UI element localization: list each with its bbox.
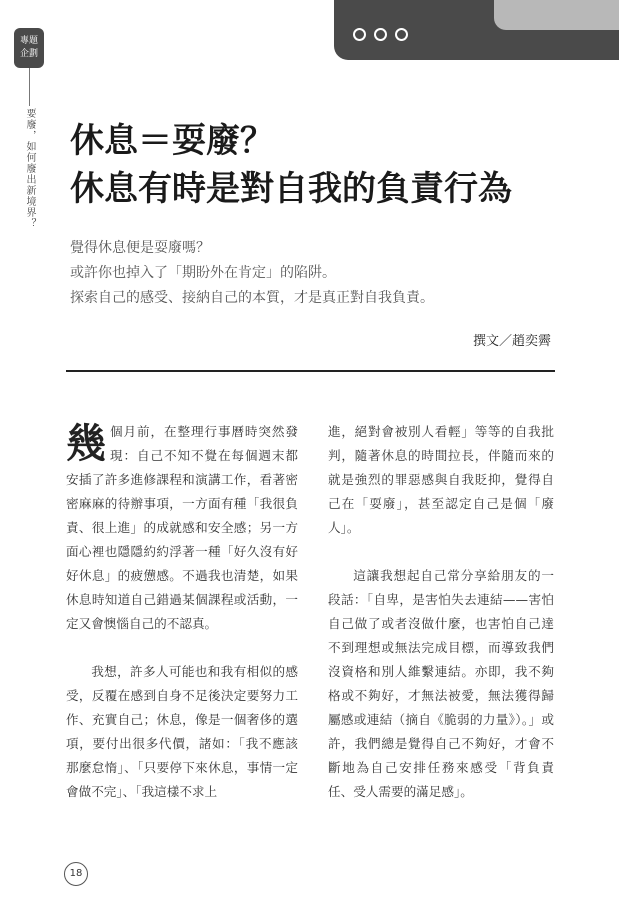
paragraph: 這讓我想起自己常分享給朋友的一段話：「自卑，是害怕失去連結——害怕自己做了或者沒做什麼，也害怕自己達不到理想或無法完成目標，而導致我們沒資格和別人維繫連結。亦即，我不夠格或不夠好，才無法被愛，無法獲得歸屬感或連結（摘自《脆弱的力量》）。」或許，我們總是覺得自己不夠好，才會不斷地為自己安排任務來感受「背負責任、受人需要的滿足感」。 xyxy=(328,568,554,799)
headline-line1: 休息＝耍廢？ xyxy=(70,121,274,161)
side-divider xyxy=(29,68,30,106)
section-tab xyxy=(14,28,44,68)
section-tab-line1: 專題 xyxy=(19,36,38,46)
dropcap: 幾 xyxy=(66,420,106,467)
paragraph: 進，絕對會被別人看輕」等等的自我批判，隨著休息的時間拉長，伴隨而來的就是強烈的罪惡感與自我貶抑，覺得自己在「耍廢」，甚至認定自己是個「廢人」。 xyxy=(328,424,554,535)
paragraph: 我想，許多人可能也和我有相似的感受，反覆在感到自身不足後決定要努力工作、充實自己；休息，像是一個奢侈的選項，要付出很多代價，諸如：「我不應該那麼怠惰」、「只要停下來休息，事情一定會做不完」、「我這樣不求上 xyxy=(66,664,298,799)
byline: 撰文／趙奕霽 xyxy=(472,334,551,349)
intro-line: 覺得休息便是耍廢嗎？ xyxy=(70,240,210,256)
article-column-left xyxy=(66,420,298,828)
headline-line2: 休息有時是對自我的負責行為 xyxy=(70,169,512,209)
article-column-right xyxy=(328,420,554,828)
three-circles-icon xyxy=(353,28,408,41)
series-title: 要廢，如何廢出新境界？ xyxy=(24,108,35,229)
paragraph xyxy=(66,420,298,636)
header-bar-accent xyxy=(494,0,619,30)
divider xyxy=(66,370,555,372)
circle-icon xyxy=(395,28,408,41)
intro xyxy=(70,236,570,311)
circle-icon xyxy=(374,28,387,41)
intro-line: 探索自己的感受、接納自己的本質，才是真正對自我負責。 xyxy=(70,290,434,306)
circle-icon xyxy=(353,28,366,41)
section-tab-line2: 企劃 xyxy=(19,49,38,59)
page-number: 18 xyxy=(64,862,88,886)
paragraph-text: 個月前，在整理行事曆時突然發現：自己不知不覺在每個週末都安插了許多進修課程和演講工作，看著密密麻麻的待辦事項，一方面有種「我很負責、很上進」的成就感和安全感；另一方面心裡也隱隱約約浮著一種「好久沒有好好休息」的疲憊感。不過我也清楚，如果休息時知道自己錯過某個課程或活動，一定又會懊惱自己的不認真。 xyxy=(66,424,298,631)
intro-line: 或許你也掉入了「期盼外在肯定」的陷阱。 xyxy=(70,265,336,281)
headline xyxy=(70,117,512,213)
